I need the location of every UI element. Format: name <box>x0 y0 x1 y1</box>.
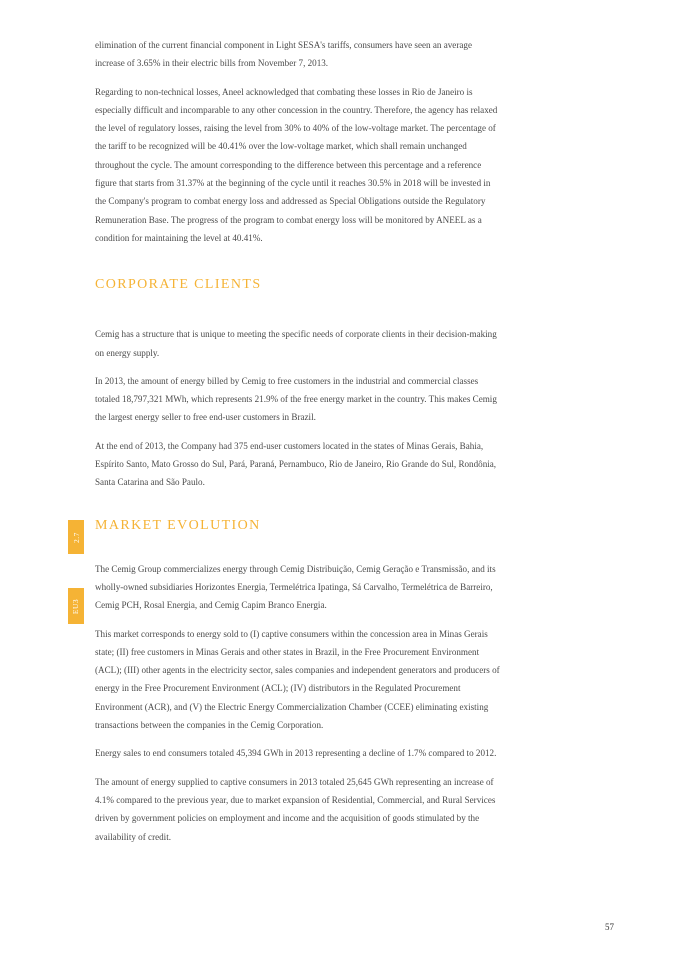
gri-indicator-tab <box>68 588 84 624</box>
corporate-paragraph-1: Cemig has a structure that is unique to meeting the specific needs of corporate clients in their decision-making on energy supply. <box>95 329 497 358</box>
market-paragraph-1: The Cemig Group commercializes energy through Cemig Distribuição, Cemig Geração e Transmissão, and its wholly-owned subsidiaries Horizontes Energia, Termelétrica Ipatinga, Sá Carvalho, Termelétrica de Barreiro, Cemig PCH, Rosal Energia, and Cemig Capim Branco Energia. <box>95 563 496 611</box>
gri-indicator-label: EU3 <box>71 598 81 614</box>
page-content <box>95 36 500 856</box>
corporate-clients-heading: CORPORATE CLIENTS <box>95 277 262 293</box>
intro-paragraph-1: elimination of the current financial component in Light SESA's tariffs, consumers have seen an average increase of 3.65% in their electric bills from November 7, 2013. <box>95 40 472 69</box>
corporate-paragraph-3: At the end of 2013, the Company had 375 end-user customers located in the states of Minas Gerais, Bahia, Espírito Santo, Mato Grosso do Sul, Pará, Paraná, Pernambuco, Rio de Janeiro, Rio Grande do Sul, Rondônia, Santa Catarina and São Paulo. <box>95 440 497 488</box>
market-paragraph-2: This market corresponds to energy sold to (I) captive consumers within the concession area in Minas Gerais state; (II) free customers in Minas Gerais and other states in Brazil, in the Free Procurement Environment (ACL); (III) other agents in the electricity sector, sales companies and independent generators and producers of energy in the Free Procurement Environment (ACL); (IV) distributors in the Regulated Procurement Environment (ACR), and (V) the Electric Energy Commercialization Chamber (CCEE) eliminating existing transactions between the companies in the Cemig Corporation. <box>95 628 500 731</box>
intro-paragraph-2: Regarding to non-technical losses, Aneel acknowledged that combating these losses in Rio de Janeiro is especially difficult and incomparable to any other concession in the country. Therefore, the agency has relaxed the level of regulatory losses, raising the level from 30% to 40% of the low-voltage market. The percentage of the tariff to be recognized will be 40.41% over the low-voltage market, which shall remain unchanged throughout the cycle. The amount corresponding to the difference between this percentage and a reference figure that starts from 31.37% at the beginning of the cycle until it reaches 30.5% in 2018 will be invested in the Company's program to combat energy loss and addressed as Special Obligations outside the Regulatory Remuneration Base. The progress of the program to combat energy loss will be monitored by ANEEL as a condition for maintaining the level at 40.41%. <box>95 86 498 243</box>
corporate-paragraph-2: In 2013, the amount of energy billed by Cemig to free customers in the industrial and commercial classes totaled 18,797,321 MWh, which represents 21.9% of the free energy market in the country. This makes Cemig the largest energy seller to free end-user customers in Brazil. <box>95 375 497 423</box>
page-number: 57 <box>605 922 614 932</box>
market-evolution-heading: MARKET EVOLUTION <box>95 517 261 533</box>
market-paragraph-4: The amount of energy supplied to captive consumers in 2013 totaled 25,645 GWh representing an increase of 4.1% compared to the previous year, due to market expansion of Residential, Commercial, and Rural Services driven by government policies on employment and income and the acquisition of goods stimulated by the availability of credit. <box>95 776 496 842</box>
gri-indicator-tab <box>68 520 84 554</box>
gri-indicator-label: 2.7 <box>71 531 81 543</box>
market-paragraph-3: Energy sales to end consumers totaled 45,394 GWh in 2013 representing a decline of 1.7% compared to 2012. <box>95 748 497 759</box>
